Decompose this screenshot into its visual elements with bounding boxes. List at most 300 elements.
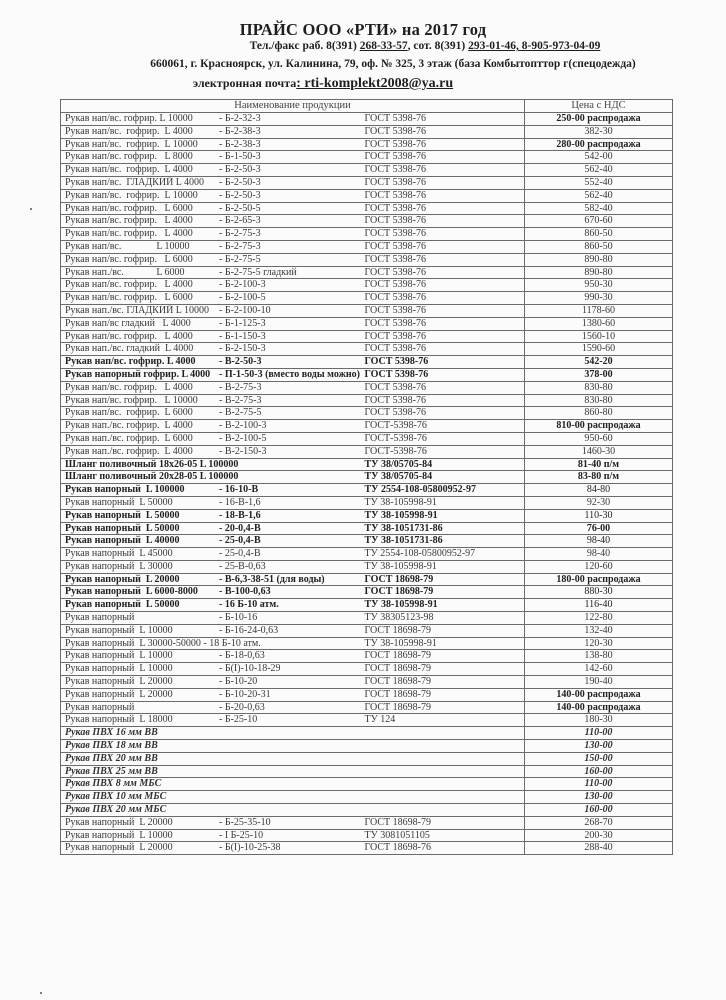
product-name: Шланг поливочный 18х26-05 L 100000 bbox=[65, 458, 239, 470]
product-code: - Б-2-38-3 bbox=[219, 125, 261, 137]
product-standard bbox=[361, 804, 525, 817]
product-standard: ГОСТ 5398-76 bbox=[361, 304, 525, 317]
product-code: - 16 Б-10 атм. bbox=[219, 599, 279, 611]
product-name-cell bbox=[61, 727, 361, 740]
product-name: Рукав нап/вс. L 10000 bbox=[65, 240, 190, 252]
table-row bbox=[61, 343, 673, 356]
product-name-cell bbox=[61, 253, 361, 266]
product-price: 160-00 bbox=[525, 804, 673, 817]
product-standard: ГОСТ 5398-76 bbox=[361, 330, 525, 343]
table-row bbox=[61, 612, 673, 625]
product-price: 98-40 bbox=[525, 535, 673, 548]
product-code: - Б-2-150-3 bbox=[219, 343, 266, 355]
product-name-cell bbox=[61, 829, 361, 842]
table-row bbox=[61, 599, 673, 612]
product-code: - 25-В-0,63 bbox=[219, 560, 266, 572]
product-name: Рукав нап./вс. гофрир. L 4000 bbox=[65, 420, 193, 432]
product-standard: ГОСТ 5398-76 bbox=[361, 292, 525, 305]
product-code: - В-2-50-3 bbox=[219, 356, 262, 368]
product-name-cell bbox=[61, 138, 361, 151]
product-name: Рукав ПВХ 16 мм ВВ bbox=[65, 727, 158, 739]
product-code: - Б-2-75-5 гладкий bbox=[219, 266, 297, 278]
table-row bbox=[61, 548, 673, 561]
table-row bbox=[61, 138, 673, 151]
product-standard bbox=[361, 727, 525, 740]
product-price: 116-40 bbox=[525, 599, 673, 612]
table-row bbox=[61, 228, 673, 241]
product-name: Рукав нап/вс. гофрир. L 6000 bbox=[65, 202, 193, 214]
product-code: - Б-2-100-3 bbox=[219, 279, 266, 291]
product-name: Рукав напорный bbox=[65, 612, 135, 624]
product-code: - В-2-100-3 bbox=[219, 420, 267, 432]
product-name-cell bbox=[61, 522, 361, 535]
product-name: Рукав ПВХ 18 мм ВВ bbox=[65, 740, 158, 752]
product-standard: ТУ 3081051105 bbox=[361, 829, 525, 842]
product-code: - Б(I)-10-25-38 bbox=[219, 842, 281, 854]
product-code: - Б-16-24-0,63 bbox=[219, 624, 279, 636]
product-standard: ТУ 38-1051731-86 bbox=[361, 535, 525, 548]
product-standard: ГОСТ-5398-76 bbox=[361, 432, 525, 445]
product-name-cell bbox=[61, 663, 361, 676]
table-row bbox=[61, 266, 673, 279]
product-name: Рукав напорный L 40000 bbox=[65, 535, 180, 547]
product-name-cell bbox=[61, 701, 361, 714]
product-name-cell bbox=[61, 599, 361, 612]
table-row bbox=[61, 560, 673, 573]
product-standard: ГОСТ 5398-76 bbox=[361, 253, 525, 266]
product-price: 860-50 bbox=[525, 228, 673, 241]
product-standard: ГОСТ 18698-76 bbox=[361, 842, 525, 855]
table-row bbox=[61, 637, 673, 650]
product-name-cell bbox=[61, 637, 361, 650]
table-row bbox=[61, 151, 673, 164]
product-name-cell bbox=[61, 356, 361, 369]
product-name: Рукав напорный L 20000 bbox=[65, 688, 173, 700]
product-name: Рукав нап./вс. гладкий L 4000 bbox=[65, 343, 194, 355]
product-name: Рукав ПВХ 25 мм ВВ bbox=[65, 765, 158, 777]
product-price: 84-80 bbox=[525, 484, 673, 497]
product-standard bbox=[361, 740, 525, 753]
product-code: - Б-10-16 bbox=[219, 612, 258, 624]
product-standard: ТУ 38/05705-84 bbox=[361, 471, 525, 484]
product-name: Рукав нап/вс. гофрир. L 4000 bbox=[65, 215, 193, 227]
product-price: 542-00 bbox=[525, 151, 673, 164]
product-name: Рукав ПВХ 8 мм МБС bbox=[65, 778, 162, 790]
product-price: 180-00 распродажа bbox=[525, 573, 673, 586]
table-row bbox=[61, 829, 673, 842]
product-price: 140-00 распродажа bbox=[525, 701, 673, 714]
product-price: 1380-60 bbox=[525, 317, 673, 330]
product-code: - Б-25-35-10 bbox=[219, 816, 271, 828]
table-row bbox=[61, 164, 673, 177]
table-row bbox=[61, 791, 673, 804]
scan-speck bbox=[40, 992, 42, 994]
product-code: - Б-2-50-5 bbox=[219, 202, 261, 214]
product-price: 1590-60 bbox=[525, 343, 673, 356]
product-code: - Б-2-65-3 bbox=[219, 215, 261, 227]
table-header-row bbox=[61, 100, 673, 113]
product-price: 138-80 bbox=[525, 650, 673, 663]
product-name: Рукав нап/вс. гофрир. L 4000 bbox=[65, 356, 196, 368]
product-name-cell bbox=[61, 458, 361, 471]
product-code: - В-2-100-5 bbox=[219, 432, 267, 444]
product-standard: ТУ 38-105998-91 bbox=[361, 509, 525, 522]
product-standard: ГОСТ 5398-76 bbox=[361, 138, 525, 151]
product-standard: ТУ 38305123-98 bbox=[361, 612, 525, 625]
product-price: 382-30 bbox=[525, 125, 673, 138]
table-row bbox=[61, 125, 673, 138]
product-name: Рукав напорный L 10000 bbox=[65, 650, 173, 662]
product-standard: ГОСТ 5398-76 bbox=[361, 113, 525, 126]
product-name-cell bbox=[61, 714, 361, 727]
table-row bbox=[61, 458, 673, 471]
product-price: 860-50 bbox=[525, 240, 673, 253]
product-standard: ГОСТ 5398-76 bbox=[361, 240, 525, 253]
table-row bbox=[61, 394, 673, 407]
product-code: - Б(I)-10-18-29 bbox=[219, 663, 281, 675]
table-row bbox=[61, 688, 673, 701]
product-name-cell bbox=[61, 688, 361, 701]
table-row bbox=[61, 381, 673, 394]
product-name-cell bbox=[61, 676, 361, 689]
product-name-cell bbox=[61, 842, 361, 855]
product-standard: ГОСТ 5398-76 bbox=[361, 394, 525, 407]
product-code: - Б-1-150-3 bbox=[219, 330, 266, 342]
table-row bbox=[61, 330, 673, 343]
product-name: Рукав напорный L 30000-50000 - 18 Б-10 атм. bbox=[65, 637, 261, 649]
table-row bbox=[61, 420, 673, 433]
product-standard: ГОСТ 18698-79 bbox=[361, 624, 525, 637]
product-price: 950-30 bbox=[525, 279, 673, 292]
product-name-cell bbox=[61, 445, 361, 458]
contact-phones bbox=[62, 40, 726, 52]
product-name-cell bbox=[61, 752, 361, 765]
product-standard: ГОСТ 5398-76 bbox=[361, 176, 525, 189]
table-row bbox=[61, 253, 673, 266]
table-row bbox=[61, 701, 673, 714]
table-row bbox=[61, 509, 673, 522]
product-price: 130-00 bbox=[525, 740, 673, 753]
product-name-cell bbox=[61, 292, 361, 305]
product-name: Рукав ПВХ 10 мм МБС bbox=[65, 791, 167, 803]
product-code: - Б-2-100-5 bbox=[219, 292, 266, 304]
product-name: Рукав напорный L 20000 bbox=[65, 816, 173, 828]
product-price: 1178-60 bbox=[525, 304, 673, 317]
product-name-cell bbox=[61, 279, 361, 292]
product-name: Рукав напорный L 50000 bbox=[65, 522, 180, 534]
product-standard: ТУ 124 bbox=[361, 714, 525, 727]
product-name: Рукав нап/вс. гофрир. L 6000 bbox=[65, 292, 193, 304]
product-name: Рукав нап/вс. гофрир. L 4000 bbox=[65, 381, 193, 393]
product-standard: ГОСТ 5398-76 bbox=[361, 356, 525, 369]
product-price: 160-00 bbox=[525, 765, 673, 778]
product-standard: ГОСТ 5398-76 bbox=[361, 164, 525, 177]
table-row bbox=[61, 624, 673, 637]
table-row bbox=[61, 304, 673, 317]
product-price: 280-00 распродажа bbox=[525, 138, 673, 151]
product-code: - Б-10-20-31 bbox=[219, 688, 271, 700]
table-row bbox=[61, 740, 673, 753]
product-name-cell bbox=[61, 368, 361, 381]
product-price: 1560-10 bbox=[525, 330, 673, 343]
product-code: - Б-25-10 bbox=[219, 714, 258, 726]
product-price: 150-00 bbox=[525, 752, 673, 765]
product-name-cell bbox=[61, 266, 361, 279]
table-row bbox=[61, 573, 673, 586]
scan-speck bbox=[30, 208, 32, 210]
product-name: Рукав нап./вс. гофрир. L 6000 bbox=[65, 432, 193, 444]
table-row bbox=[61, 676, 673, 689]
table-row bbox=[61, 535, 673, 548]
product-code: - В-6,3-38-51 (для воды) bbox=[219, 573, 325, 585]
table-row bbox=[61, 765, 673, 778]
table-row bbox=[61, 484, 673, 497]
product-standard: ГОСТ 18698-79 bbox=[361, 586, 525, 599]
product-name-cell bbox=[61, 612, 361, 625]
table-row bbox=[61, 292, 673, 305]
product-code: - Б-2-32-3 bbox=[219, 113, 261, 124]
product-code: - Б-2-75-5 bbox=[219, 253, 261, 265]
product-name: Рукав нап./вс. гофрир. L 4000 bbox=[65, 445, 193, 457]
contact-email-line bbox=[0, 76, 686, 92]
product-name-cell bbox=[61, 125, 361, 138]
product-name: Рукав напорный L 20000 bbox=[65, 676, 173, 688]
product-price: 268-70 bbox=[525, 816, 673, 829]
product-standard: ТУ 2554-108-05800952-97 bbox=[361, 484, 525, 497]
product-name-cell bbox=[61, 804, 361, 817]
product-name-cell bbox=[61, 484, 361, 497]
product-code: - 25-0,4-В bbox=[219, 535, 261, 547]
product-standard: ТУ 38-105998-91 bbox=[361, 637, 525, 650]
product-name: Рукав ПВХ 20 мм МБС bbox=[65, 804, 167, 816]
product-code: - Б-10-20 bbox=[219, 676, 258, 688]
product-name-cell bbox=[61, 420, 361, 433]
product-code: - В-2-75-5 bbox=[219, 407, 262, 419]
product-price: 552-40 bbox=[525, 176, 673, 189]
product-price: 542-20 bbox=[525, 356, 673, 369]
product-name-cell bbox=[61, 304, 361, 317]
table-row bbox=[61, 842, 673, 855]
product-code: - Б-20-0,63 bbox=[219, 701, 265, 713]
product-code: - Б-18-0,63 bbox=[219, 650, 265, 662]
table-row bbox=[61, 586, 673, 599]
product-name-cell bbox=[61, 624, 361, 637]
product-price: 288-40 bbox=[525, 842, 673, 855]
product-code: - 25-0,4-В bbox=[219, 548, 261, 560]
product-code: - Б-1-50-3 bbox=[219, 151, 261, 163]
product-name-cell bbox=[61, 509, 361, 522]
product-name-cell bbox=[61, 381, 361, 394]
product-code: - Б-2-38-3 bbox=[219, 138, 261, 150]
product-price: 880-30 bbox=[525, 586, 673, 599]
product-standard bbox=[361, 778, 525, 791]
product-name: Рукав напорный L 50000 bbox=[65, 496, 173, 508]
product-name-cell bbox=[61, 394, 361, 407]
product-name-cell bbox=[61, 560, 361, 573]
product-standard: ГОСТ 5398-76 bbox=[361, 125, 525, 138]
product-name: Рукав нап/вс. гофрир. L 4000 bbox=[65, 125, 193, 137]
product-name: Рукав нап/вс. гофрир. L 10000 bbox=[65, 394, 198, 406]
product-standard bbox=[361, 765, 525, 778]
email-label: электронная почта bbox=[192, 76, 297, 90]
product-code: - В-2-75-3 bbox=[219, 381, 262, 393]
product-standard: ГОСТ 5398-76 bbox=[361, 279, 525, 292]
product-code: - Б-2-50-3 bbox=[219, 176, 261, 188]
table-row bbox=[61, 368, 673, 381]
email-address: : rti-komplekt2008@ya.ru bbox=[296, 76, 454, 91]
product-name-cell bbox=[61, 471, 361, 484]
product-name: Рукав напорный L 20000 bbox=[65, 573, 180, 585]
table-row bbox=[61, 279, 673, 292]
table-row bbox=[61, 471, 673, 484]
table-row bbox=[61, 650, 673, 663]
product-price: 83-80 п/м bbox=[525, 471, 673, 484]
product-name: Рукав напорный гофрир. L 4000 bbox=[65, 368, 211, 380]
product-name: Рукав нап/вс. гофрир. L 6000 bbox=[65, 407, 193, 419]
product-price: 562-40 bbox=[525, 164, 673, 177]
product-price: 890-80 bbox=[525, 266, 673, 279]
product-name-cell bbox=[61, 189, 361, 202]
product-standard: ГОСТ-5398-76 bbox=[361, 445, 525, 458]
product-price: 250-00 распродажа bbox=[525, 113, 673, 126]
product-name-cell bbox=[61, 330, 361, 343]
product-name: Рукав напорный L 45000 bbox=[65, 548, 173, 560]
product-name: Рукав напорный L 6000-8000 bbox=[65, 586, 198, 598]
table-row bbox=[61, 522, 673, 535]
product-price: 132-40 bbox=[525, 624, 673, 637]
product-code: - 20-0,4-В bbox=[219, 522, 261, 534]
product-price: 122-80 bbox=[525, 612, 673, 625]
product-name: Рукав напорный L 10000 bbox=[65, 829, 173, 841]
product-standard: ГОСТ 5398-76 bbox=[361, 407, 525, 420]
product-price: 110-00 bbox=[525, 727, 673, 740]
product-name: Рукав нап/вс. гофрир. L 8000 bbox=[65, 151, 193, 163]
contact-address: 660061, г. Красноярск, ул. Калинина, 79, оф. № 325, 3 этаж (база Комбытопттор г(спецодежда) bbox=[150, 58, 636, 70]
product-code: - 18-В-1,6 bbox=[219, 509, 261, 521]
product-code: - В-2-150-3 bbox=[219, 445, 267, 457]
product-code: - П-1-50-3 (вместо воды можно) bbox=[219, 368, 360, 380]
product-name-cell bbox=[61, 407, 361, 420]
product-name: Рукав нап/вс гладкий L 4000 bbox=[65, 317, 191, 329]
product-price: 810-00 распродажа bbox=[525, 420, 673, 433]
product-price: 670-60 bbox=[525, 215, 673, 228]
product-price: 190-40 bbox=[525, 676, 673, 689]
product-name-cell bbox=[61, 586, 361, 599]
product-price: 990-30 bbox=[525, 292, 673, 305]
product-name: Рукав напорный L 100000 bbox=[65, 484, 185, 496]
table-row bbox=[61, 432, 673, 445]
product-code: - Б-2-75-3 bbox=[219, 228, 261, 240]
product-code: - В-100-0,63 bbox=[219, 586, 271, 598]
table-row bbox=[61, 240, 673, 253]
product-code: - 16-В-1,6 bbox=[219, 496, 261, 508]
product-price: 860-80 bbox=[525, 407, 673, 420]
product-standard: ГОСТ 5398-76 bbox=[361, 189, 525, 202]
product-name: Шланг поливочный 20х28-05 L 100000 bbox=[65, 471, 239, 483]
product-price: 130-00 bbox=[525, 791, 673, 804]
product-price: 200-30 bbox=[525, 829, 673, 842]
product-standard: ГОСТ 18698-79 bbox=[361, 816, 525, 829]
product-standard: ГОСТ 5398-76 bbox=[361, 228, 525, 241]
product-name-cell bbox=[61, 650, 361, 663]
product-name-cell bbox=[61, 176, 361, 189]
phones-mid: , сот. 8(391) bbox=[407, 40, 469, 52]
product-price: 582-40 bbox=[525, 202, 673, 215]
product-standard: ГОСТ 5398-76 bbox=[361, 202, 525, 215]
product-name-cell bbox=[61, 740, 361, 753]
product-standard: ГОСТ 5398-76 bbox=[361, 266, 525, 279]
product-name: Рукав напорный L 50000 bbox=[65, 509, 180, 521]
product-name: Рукав напорный L 30000 bbox=[65, 560, 173, 572]
product-price: 76-00 bbox=[525, 522, 673, 535]
table-row bbox=[61, 663, 673, 676]
product-code: - Б-2-50-3 bbox=[219, 189, 261, 201]
product-standard: ГОСТ 18698-79 bbox=[361, 688, 525, 701]
product-name-cell bbox=[61, 113, 361, 126]
table-row bbox=[61, 407, 673, 420]
product-price: 140-00 распродажа bbox=[525, 688, 673, 701]
product-name: Рукав напорный L 10000 bbox=[65, 663, 173, 675]
product-standard bbox=[361, 791, 525, 804]
product-price: 830-80 bbox=[525, 394, 673, 407]
product-price: 92-30 bbox=[525, 496, 673, 509]
product-name-cell bbox=[61, 765, 361, 778]
product-standard: ГОСТ 18698-79 bbox=[361, 701, 525, 714]
product-name: Рукав нап/вс. гофрир. L 10000 bbox=[65, 138, 198, 150]
product-price: 98-40 bbox=[525, 548, 673, 561]
table-row bbox=[61, 727, 673, 740]
product-code: - В-2-75-3 bbox=[219, 394, 262, 406]
product-name: Рукав нап/вс. гофрир. L 6000 bbox=[65, 253, 193, 265]
product-price: 180-30 bbox=[525, 714, 673, 727]
price-table-body bbox=[61, 113, 673, 855]
product-price: 950-60 bbox=[525, 432, 673, 445]
product-price: 110-00 bbox=[525, 778, 673, 791]
product-name-cell bbox=[61, 343, 361, 356]
product-name-cell bbox=[61, 215, 361, 228]
product-name-cell bbox=[61, 496, 361, 509]
table-row bbox=[61, 714, 673, 727]
table-row bbox=[61, 816, 673, 829]
product-name-cell bbox=[61, 240, 361, 253]
product-name: Рукав нап/вс. гофрир. L 10000 bbox=[65, 189, 198, 201]
table-row bbox=[61, 752, 673, 765]
product-code: - Б-2-50-3 bbox=[219, 164, 261, 176]
product-name-cell bbox=[61, 164, 361, 177]
product-price: 890-80 bbox=[525, 253, 673, 266]
table-row bbox=[61, 804, 673, 817]
product-name: Рукав ПВХ 20 мм ВВ bbox=[65, 752, 158, 764]
product-price: 1460-30 bbox=[525, 445, 673, 458]
product-name: Рукав напорный bbox=[65, 701, 135, 713]
table-row bbox=[61, 189, 673, 202]
price-table bbox=[60, 99, 673, 855]
product-standard: ТУ 38-105998-91 bbox=[361, 599, 525, 612]
product-name: Рукав нап/вс. гофрир. L 4000 bbox=[65, 228, 193, 240]
product-standard: ГОСТ 5398-76 bbox=[361, 215, 525, 228]
product-name: Рукав нап/вс. гофрир. L 4000 bbox=[65, 279, 193, 291]
product-name: Рукав нап/вс. гофрир. L 4000 bbox=[65, 164, 193, 176]
product-price: 562-40 bbox=[525, 189, 673, 202]
product-standard: ТУ 2554-108-05800952-97 bbox=[361, 548, 525, 561]
product-name: Рукав нап/вс. гофрир. L 10000 bbox=[65, 113, 193, 124]
table-row bbox=[61, 445, 673, 458]
product-name: Рукав напорный L 50000 bbox=[65, 599, 180, 611]
product-standard: ГОСТ 18698-79 bbox=[361, 650, 525, 663]
product-standard: ГОСТ 5398-76 bbox=[361, 381, 525, 394]
product-standard: ГОСТ 5398-76 bbox=[361, 343, 525, 356]
product-standard: ГОСТ-5398-76 bbox=[361, 420, 525, 433]
